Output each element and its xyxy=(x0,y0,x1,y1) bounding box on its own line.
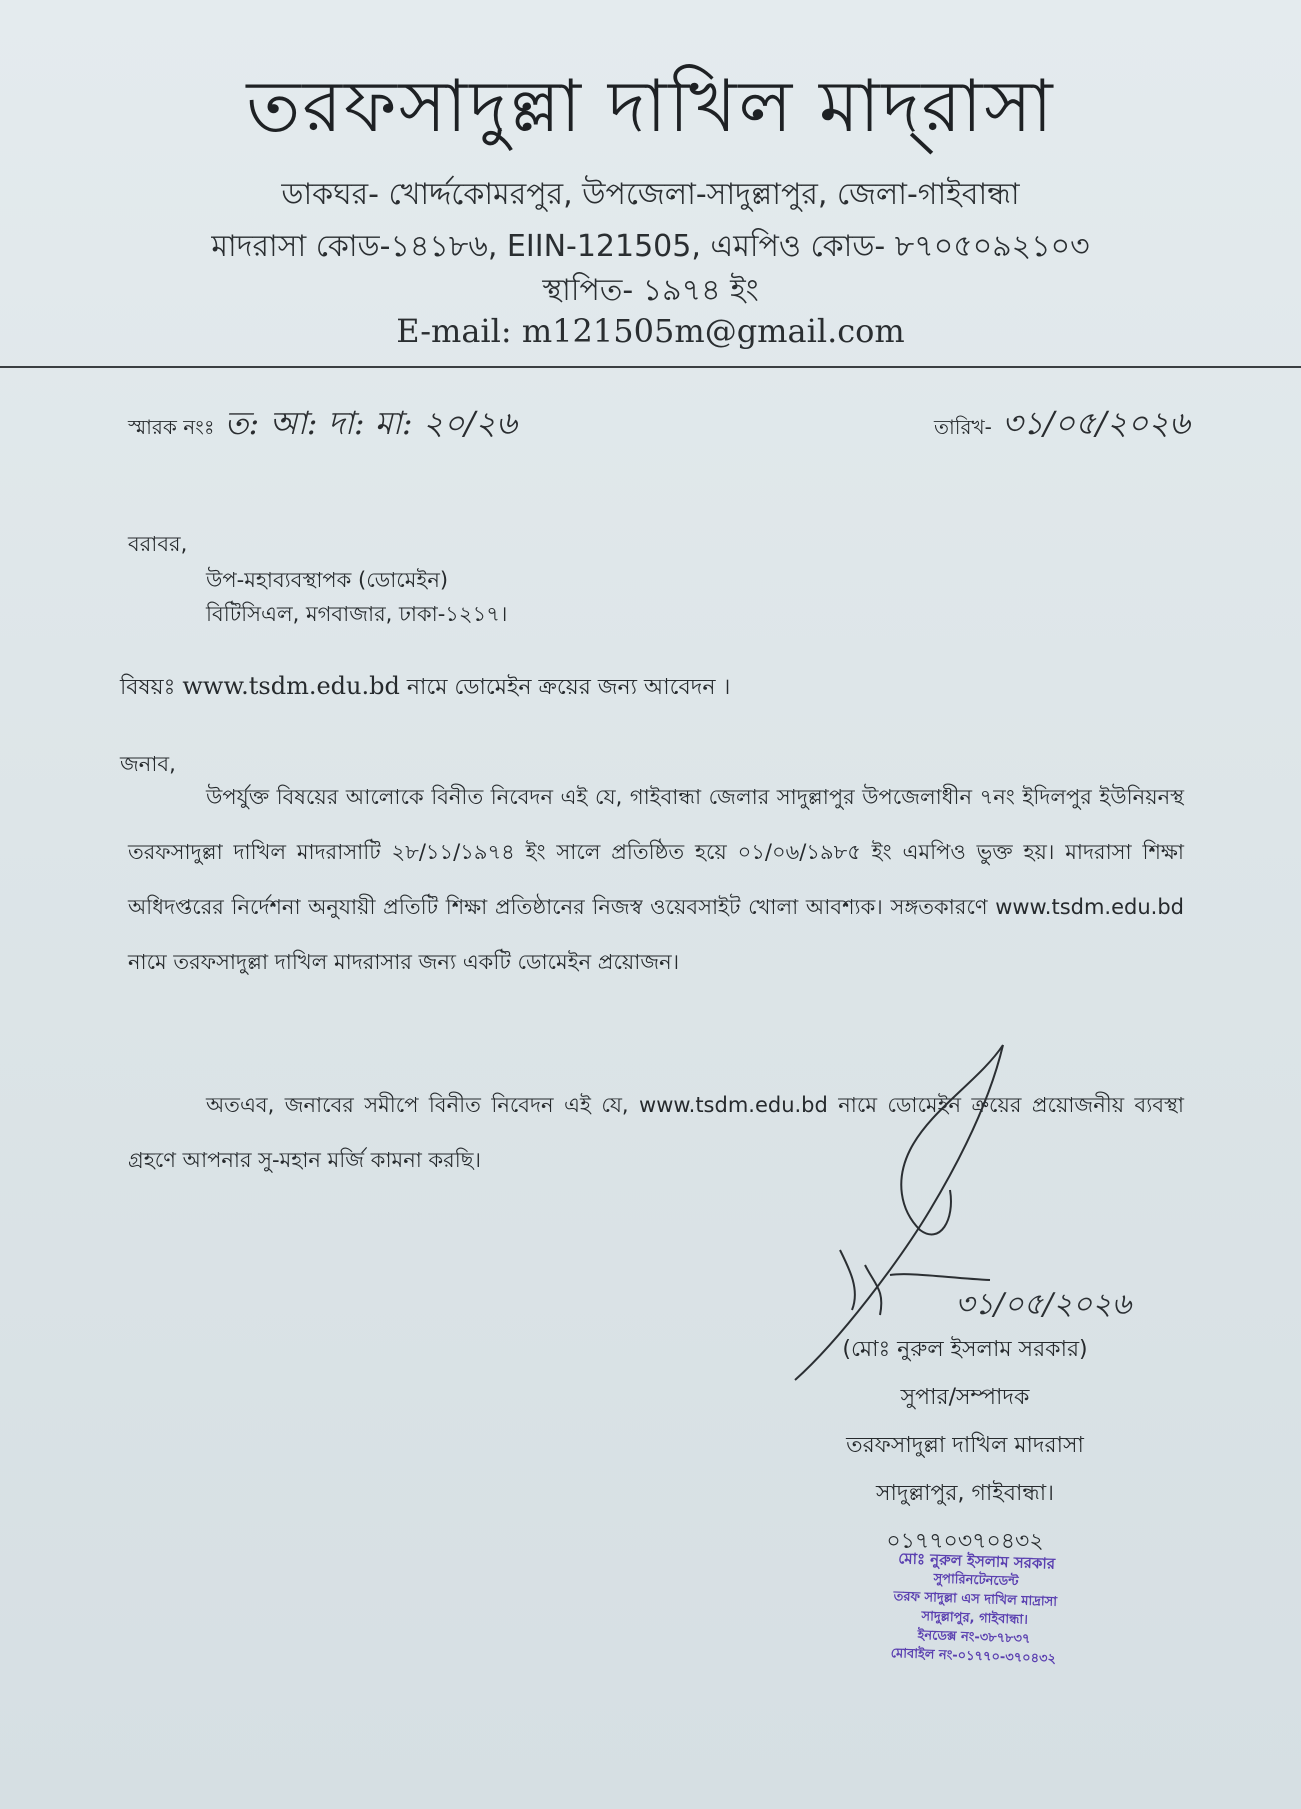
institution-codes: মাদরাসা কোড-১৪১৮৬, EIIN-121505, এমপিও কোড- ৮৭০৫০৯২১০৩ xyxy=(211,229,1090,264)
memo-label: স্মারক নংঃ xyxy=(128,415,215,439)
stamp-mobile: মোবাইল নং-০১৭৭০-৩৭০৪৩২ xyxy=(890,1646,1057,1667)
signatory-name: (মোঃ নুরুল ইসলাম সরকার) xyxy=(842,1337,1088,1362)
date-value: ৩১/০৫/২০২৬ xyxy=(1001,404,1190,442)
email-address: E-mail: m121505m@gmail.com xyxy=(396,312,905,350)
signature-date: ৩১/০৫/২০২৬ xyxy=(955,1287,1132,1322)
memo-value: ত: আ: দা: মা: ২০/২৬ xyxy=(224,404,517,442)
salutation: জনাব, xyxy=(120,752,176,776)
recipient-designation: উপ-মহাব্যবস্থাপক (ডোমেইন) xyxy=(206,568,449,592)
subject-url: www.tsdm.edu.bd xyxy=(182,672,400,700)
signatory-location: সাদুল্লাপুর, গাইবান্ধা। xyxy=(875,1481,1055,1506)
memo-number xyxy=(128,398,517,452)
stamp-name: মোঃ নুরুল ইসলাম সরকার xyxy=(897,1549,1056,1573)
stamp-location: সাদুল্লাপুর, গাইবান্ধা। xyxy=(921,1609,1029,1628)
stamp-institution: তরফ সাদুল্লা এস দাখিল মাদ্রাসা xyxy=(893,1589,1058,1610)
body-paragraph-1: উপর্যুক্ত বিষয়ের আলোকে বিনীত নিবেদন এই যে, গাইবান্ধা জেলার সাদুল্লাপুর উপজেলাধীন ৭নং ইদিলপুর ইউনিয়নস্থ তরফসাদুল্লা দাখিল মাদরাসাটি ২৮/১১/১৯৭৪ ইং সালে প্রতিষ্ঠিত হয়ে ০১/০৬/১৯৮৫ ইং এমপিও ভুক্ত হয়। মাদরাসা শিক্ষা অধিদপ্তরের নির্দেশনা অনুযায়ী প্রতিটি শিক্ষা প্রতিষ্ঠানের নিজস্ব ওয়েবসাইট খোলা আবশ্যক। সঙ্গতকারণে www.tsdm.edu.bd নামে তরফসাদুল্লা দাখিল মাদরাসার জন্য একটি ডোমেইন প্রয়োজন। xyxy=(128,785,1184,974)
institution-title: তরফসাদুল্লা দাখিল মাদ্‌রাসা xyxy=(246,64,1055,148)
recipient-to: বরাবর, xyxy=(128,532,188,556)
subject-text: নামে ডোমেইন ক্রয়ের জন্য আবেদন । xyxy=(406,675,731,700)
signatory-designation: সুপার/সম্পাদক xyxy=(900,1385,1030,1410)
date-label: তারিখ- xyxy=(934,415,992,439)
signatory-phone: ০১৭৭০৩৭০৪৩২ xyxy=(886,1529,1044,1554)
postal-address: ডাকঘর- খোর্দ্দকোমরপুর, উপজেলা-সাদুল্লাপুর, জেলা-গাইবান্ধা xyxy=(281,177,1020,212)
signatory-block xyxy=(800,1326,1130,1566)
subject-label: বিষয়ঃ xyxy=(120,675,176,700)
signatory-institution: তরফসাদুল্লা দাখিল মাদরাসা xyxy=(846,1433,1084,1458)
recipient-address: বিটিসিএল, মগবাজার, ঢাকা-১২১৭। xyxy=(206,602,508,626)
body-paragraph-2: অতএব, জনাবের সমীপে বিনীত নিবেদন এই যে, www.tsdm.edu.bd নামে ডোমেইন ক্রয়ের প্রয়োজনীয় ব্যবস্থা গ্রহণে আপনার সু-মহান মর্জি কামনা করছি। xyxy=(128,1093,1184,1172)
letter-date xyxy=(934,398,1190,452)
subject-line xyxy=(120,670,730,707)
stamp-title: সুপারিনটেনডেন্ট xyxy=(933,1571,1019,1590)
official-stamp xyxy=(838,1547,1112,1670)
stamp-index: ইনডেক্স নং-৩৮৭৮৩৭ xyxy=(917,1628,1031,1647)
established-year: স্থাপিত- ১৯৭৪ ইং xyxy=(542,273,759,308)
header-divider xyxy=(0,366,1301,368)
